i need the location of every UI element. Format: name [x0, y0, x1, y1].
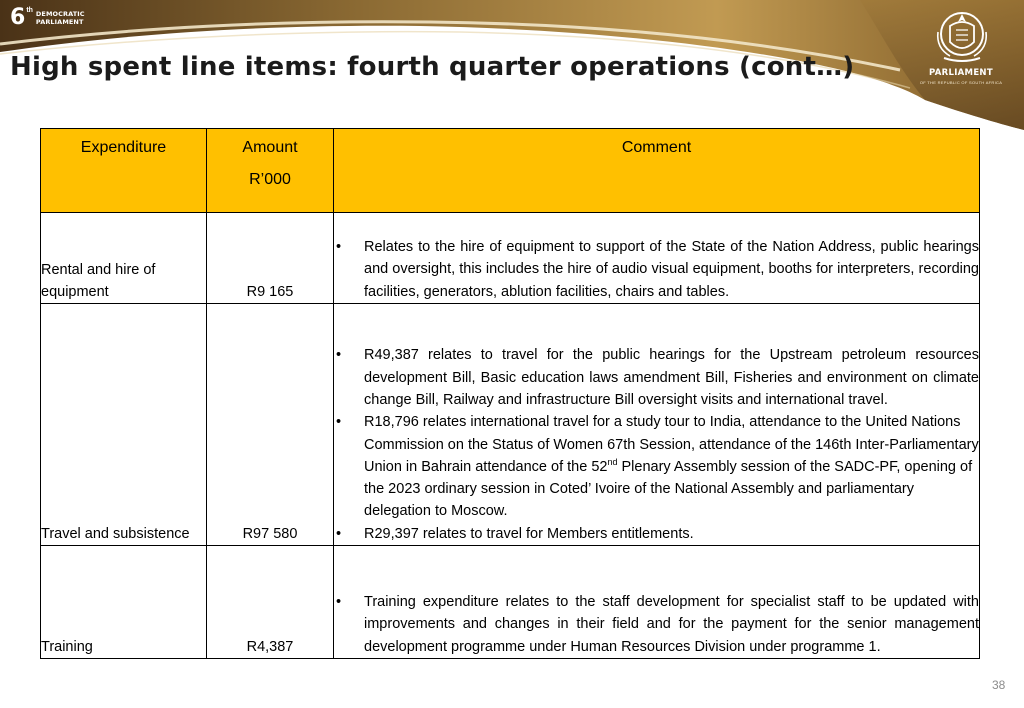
expenditure-table	[40, 128, 980, 659]
bullet-icon: •	[336, 594, 342, 611]
bullet-text: Relates to the hire of equipment to support of the State of the Nation Address, public hearings and oversight, this includes the hire of audio visual equipment, booths for interpreters, recording facilities, generators, ablution facilities, chairs and tables.	[364, 239, 979, 300]
header-expenditure	[41, 129, 207, 213]
table-row	[41, 213, 980, 304]
comment-bullet	[334, 523, 979, 545]
bullet-text-main: R18,796 relates international travel for a study tour to India, attendance to the United Nations Commission on the Status of Women 67th Session, attendance of the 146th Inter-Parliamentary Union in Bahrain attendance of the 52	[364, 414, 979, 475]
logo-superscript: th	[26, 6, 33, 14]
comment-bullet	[334, 236, 979, 303]
amount-cell: R97 580	[207, 304, 334, 546]
bullet-icon: •	[336, 239, 342, 256]
ordinal-superscript: nd	[607, 456, 618, 467]
comment-bullet	[334, 344, 979, 411]
sixth-parliament-logo	[10, 5, 85, 31]
header-amount	[207, 129, 334, 213]
logo-line-2: PARLIAMENT	[35, 18, 84, 26]
expenditure-cell: Training	[41, 546, 207, 659]
header-amount-label: Amount	[242, 139, 298, 156]
logo-number: 6	[10, 5, 26, 30]
crest-label: PARLIAMENT	[929, 68, 993, 78]
logo-text	[36, 10, 85, 26]
table-row	[41, 546, 980, 659]
bullet-icon: •	[336, 347, 342, 364]
bullet-text: R49,387 relates to travel for the public hearings for the Upstream petroleum resources development Bill, Basic education laws amendment Bill, Fisheries and environment on climate change Bill, Railway and infrastructure Bill oversight visits and international travel.	[364, 347, 979, 408]
amount-cell: R4,387	[207, 546, 334, 659]
comment-cell	[334, 304, 980, 546]
comment-bullet	[334, 591, 979, 658]
bullet-text-tail: Plenary Assembly session of the SADC-PF, opening of the 2023 ordinary session in Coted’ Ivoire of the National Assembly and parliamentary delegation to Moscow.	[364, 458, 973, 520]
header-amount-unit: R’000	[249, 171, 291, 188]
expenditure-cell: Rental and hire of equipment	[41, 213, 207, 304]
bullet-text: Training expenditure relates to the staff development for specialist staff to be updated with improvements and changes in their field and for the payment for the senior management development programme under Human Resources Division under programme 1.	[364, 594, 979, 655]
comment-bullet	[334, 411, 979, 522]
header-comment	[334, 129, 980, 213]
table-row	[41, 304, 980, 546]
table-header-row	[41, 129, 980, 213]
parliament-crest-icon	[930, 8, 994, 66]
header-expenditure-label: Expenditure	[80, 139, 167, 156]
amount-cell: R9 165	[207, 213, 334, 304]
bullet-icon: •	[336, 525, 342, 542]
page-number: 38	[992, 678, 1006, 692]
bullet-text: R29,397 relates to travel for Members entitlements.	[364, 525, 694, 542]
expenditure-cell: Travel and subsistence	[41, 304, 207, 546]
header-comment-label: Comment	[621, 139, 692, 156]
page-title: High spent line items: fourth quarter operations (cont…)	[10, 52, 855, 82]
bullet-icon: •	[336, 414, 342, 431]
logo-line-1: DEMOCRATIC	[35, 10, 85, 18]
crest-subtitle: OF THE REPUBLIC OF SOUTH AFRICA	[919, 80, 1003, 85]
comment-cell	[334, 546, 980, 659]
comment-cell	[334, 213, 980, 304]
bullet-text	[364, 411, 979, 522]
